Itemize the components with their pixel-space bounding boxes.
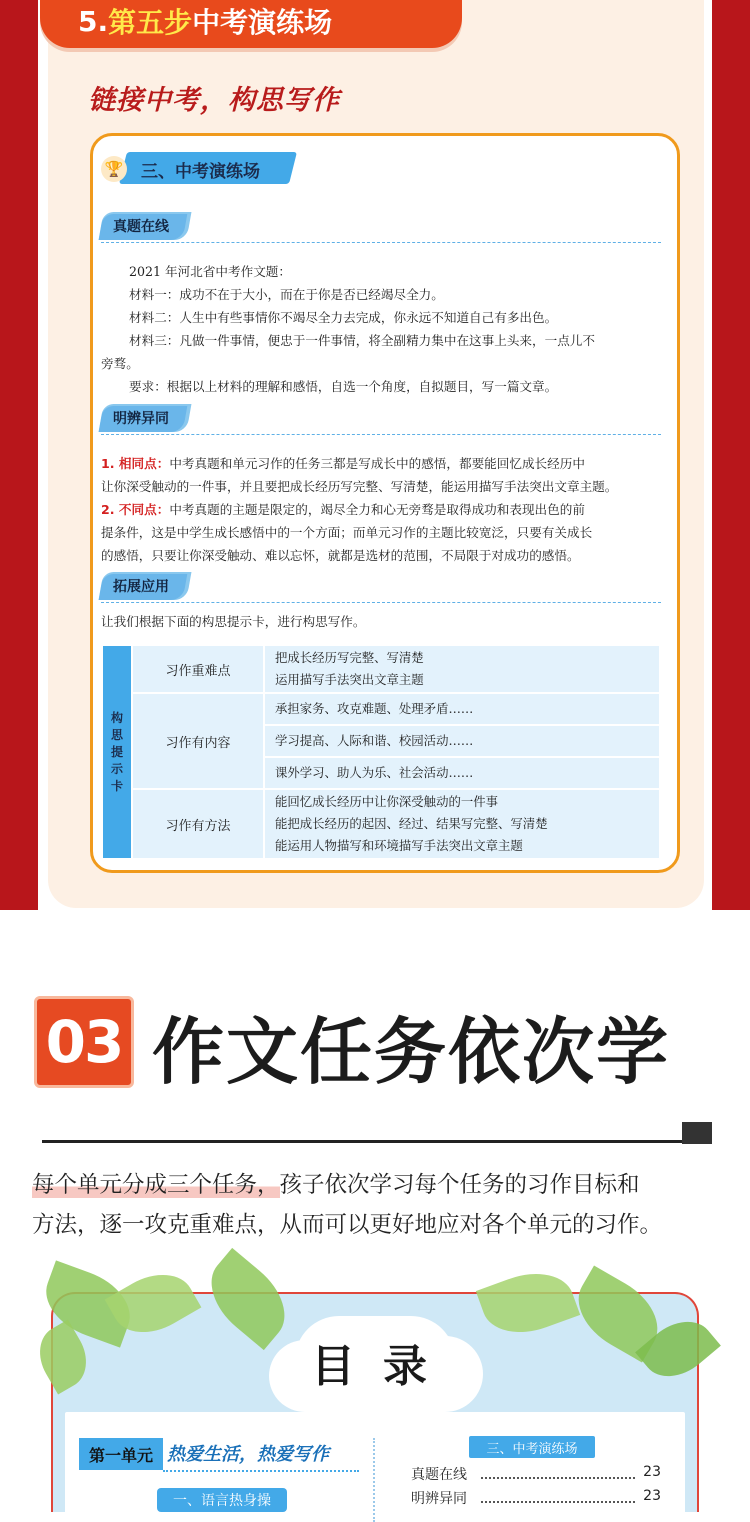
extend-intro: 让我们根据下面的构思提示卡，进行构思写作。 [101,614,366,629]
section-tag-extend: 拓展应用 [101,572,189,602]
step-banner [40,0,462,48]
step-number: 5. [78,4,109,38]
diff-label: 2. 不同点： [101,502,170,517]
row-label-method: 习作有方法 [132,789,264,859]
section-number-badge: 03 [34,996,134,1088]
toc-title: 目录 [311,1341,455,1392]
toc-row: 真题在线 23 [411,1464,661,1483]
card-tab [101,150,297,186]
section-rule [42,1140,682,1143]
exam-practice-card [90,133,680,873]
row-label-difficulty: 习作重难点 [132,645,264,693]
divider [101,242,661,243]
prompt-card-table: 构 思 提 示 卡 习作重难点 把成长经历写完整、写清楚 运用描写手法突出文章主题 习作有内容 承担家务、攻克难题、处理矛盾…… 学习提高、人际和谐、校园活动…… 课外学习、助人为乐、社会活动…… 习作有方法 能回忆成长经历中让你深受触动的一件事 能把成长经历的起因、经过、结果写完整、写清楚 能运用人物描写和环境描写手法突出文章主题 [101,644,661,860]
row-content-method: 能回忆成长经历中让你深受触动的一件事 能把成长经历的起因、经过、结果写完整、写清楚 能运用人物描写和环境描写手法突出文章主题 [264,789,660,859]
rule-end-block [682,1122,712,1144]
toc-section-pill: 三、中考演练场 [469,1436,595,1458]
prompt-card-label: 构 思 提 示 卡 [102,645,132,859]
step-title: 中考演练场 [192,6,333,39]
unit-name: 热爱生活，热爱写作 [167,1444,329,1465]
toc-page [65,1412,685,1522]
toc-preview [51,1292,699,1512]
compare-text: 1. 相同点：中考真题和单元习作的任务三都是写成长中的感悟，都要能回忆成长经历中 让你深受触动的一件事，并且要把成长经历写完整、写清楚，能运用描写手法突出文章主题。 2. 不同点：中考真题的主题是限定的，竭尽全力和心无旁骛是取得成功和表现出色的前 提条件，这是中学生成长感悟中的一个方面；而单元习作的主题比较宽泛，只要有关成长 的感悟，只要让你深受触动、难以忘怀，就都是选材的范围，不局限于对成功的感悟。 [101,456,618,563]
divider [101,434,661,435]
toc-subsection: 一、语言热身操 [157,1488,287,1512]
right-red-border [712,0,750,910]
section-description: 每个单元分成三个任务，孩子依次学习每个任务的习作目标和 方法，逐一攻克重难点，从而可以更好地应对各个单元的习作。 [32,1172,663,1238]
section-title: 作文任务依次学 [152,1010,671,1094]
leaf-decoration [476,1260,580,1345]
section-tag-compare: 明辨异同 [101,404,189,434]
unit-label: 第一单元 [79,1438,163,1470]
real-question-text: 2021 年河北省中考作文题： 材料一：成功不在于大小，而在于你是否已经竭尽全力。 材料二：人生中有些事情你不竭尽全力去完成，你永远不知道自己有多出色。 材料三：凡做一件事情，便忠于一件事情，将全副精力集中在这事上头来，一点儿不 旁骛。 要求：根据以上材料的理解和感悟，自选一个角度，自拟题目，写一篇文章。 [101,264,595,394]
same-label: 1. 相同点： [101,456,170,471]
left-red-border [0,0,38,910]
trophy-icon: 🏆 [101,156,127,182]
step-highlight: 第五步 [108,6,193,39]
divider [101,602,661,603]
toc-row: 明辨异同 23 [411,1488,661,1507]
row-label-content: 习作有内容 [132,693,264,789]
row-content-difficulty: 把成长经历写完整、写清楚 运用描写手法突出文章主题 [264,645,660,693]
step-subtitle: 链接中考，构思写作 [88,85,340,116]
card-tab-title: 三、中考演练场 [141,162,260,182]
section-tag-real: 真题在线 [101,212,189,242]
leaf-decoration [195,1248,301,1350]
